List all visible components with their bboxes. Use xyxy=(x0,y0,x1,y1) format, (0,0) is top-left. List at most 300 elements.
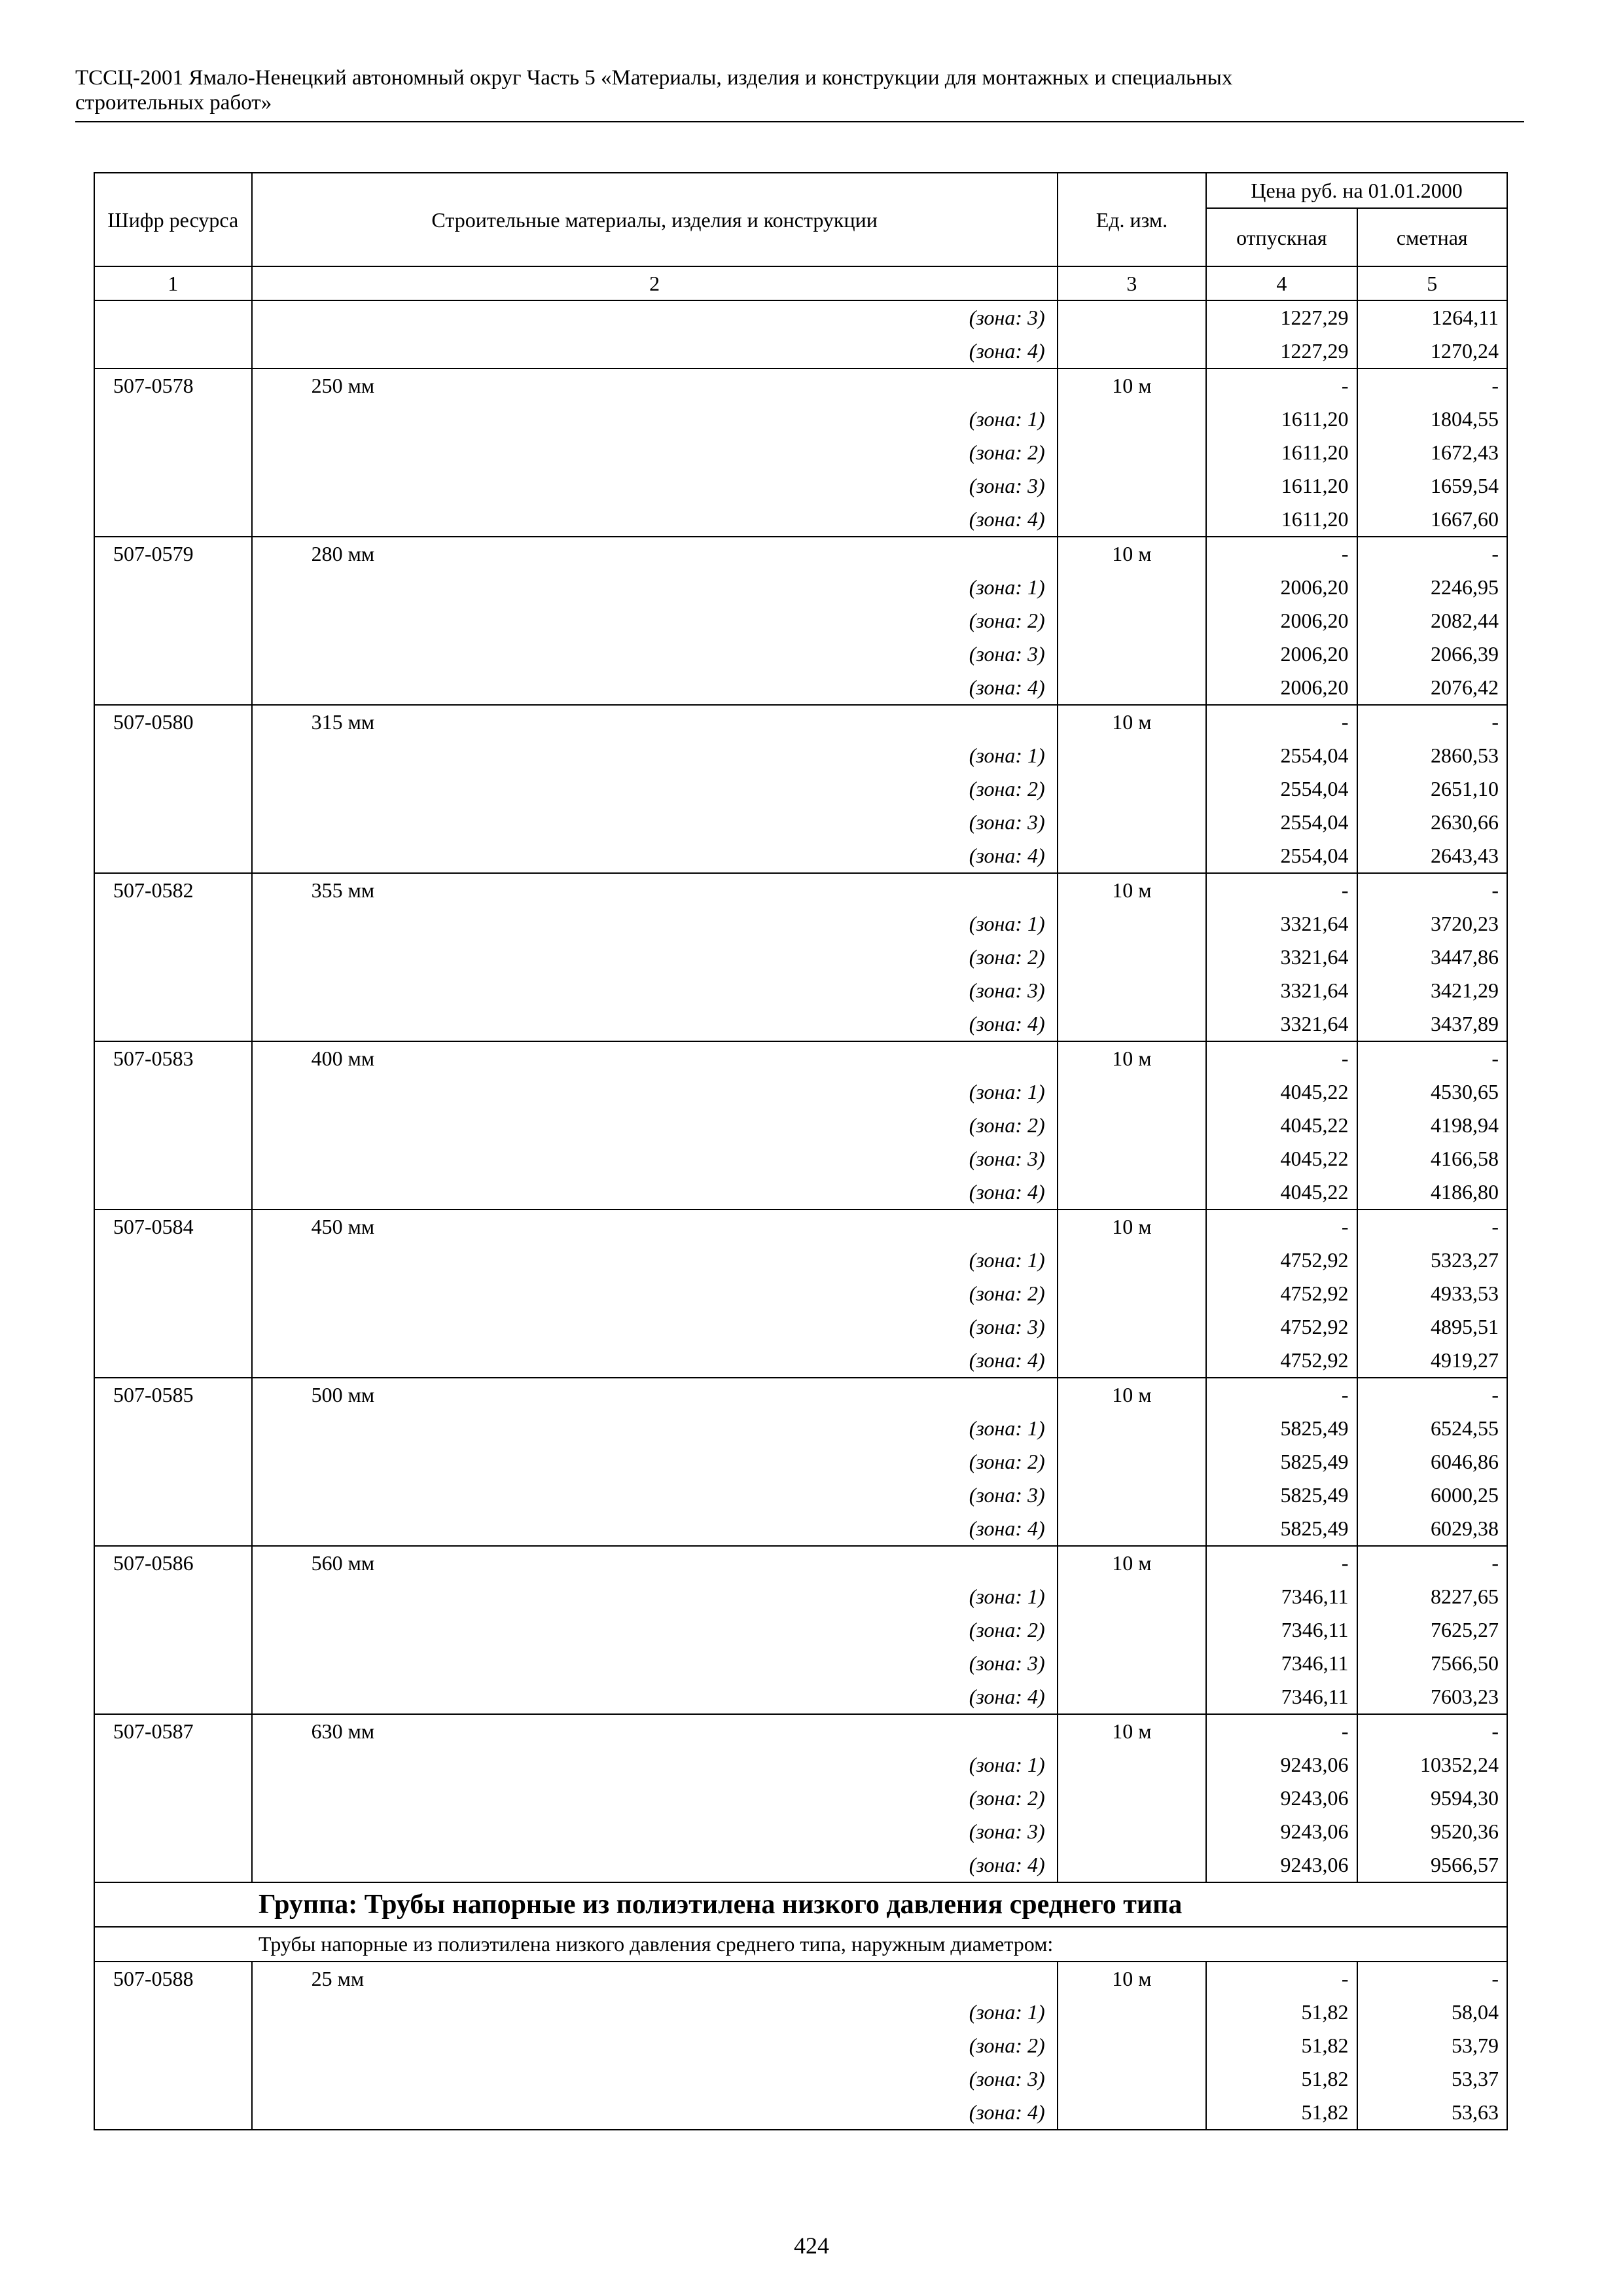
code-cell xyxy=(94,1647,252,1680)
release-price: 5825,49 xyxy=(1206,1479,1357,1512)
release-price: 3321,64 xyxy=(1206,974,1357,1007)
zone-label: (зона: 3) xyxy=(252,300,1058,334)
item-name: 500 мм xyxy=(252,1378,1058,1412)
release-price: 1611,20 xyxy=(1206,469,1357,503)
release-price: 5825,49 xyxy=(1206,1512,1357,1546)
zone-row xyxy=(94,1075,1507,1109)
estimate-price: 2082,44 xyxy=(1357,604,1507,637)
zone-row xyxy=(94,403,1507,436)
zone-label: (зона: 1) xyxy=(252,1580,1058,1613)
code-cell xyxy=(94,637,252,671)
estimate-price: 2643,43 xyxy=(1357,839,1507,873)
unit-cell xyxy=(1058,671,1206,705)
unit-cell xyxy=(1058,1412,1206,1445)
resource-code: 507-0588 xyxy=(94,1962,252,1996)
release-price: 51,82 xyxy=(1206,1996,1357,2029)
col-num-1: 1 xyxy=(94,266,252,300)
zone-row xyxy=(94,2029,1507,2062)
zone-label: (зона: 1) xyxy=(252,907,1058,941)
col-num-2: 2 xyxy=(252,266,1058,300)
release-price: 2554,04 xyxy=(1206,739,1357,772)
code-cell xyxy=(94,403,252,436)
unit-cell xyxy=(1058,1075,1206,1109)
code-cell xyxy=(94,1412,252,1445)
code-cell xyxy=(94,1075,252,1109)
code-cell xyxy=(94,1109,252,1142)
item-row xyxy=(94,873,1507,907)
price-table xyxy=(94,172,1508,2130)
zone-label: (зона: 2) xyxy=(252,2029,1058,2062)
zone-row xyxy=(94,1175,1507,1210)
zone-row xyxy=(94,1445,1507,1479)
estimate-price: 1659,54 xyxy=(1357,469,1507,503)
zone-row xyxy=(94,1277,1507,1310)
estimate-price: 4186,80 xyxy=(1357,1175,1507,1210)
release-price: 7346,11 xyxy=(1206,1680,1357,1714)
item-name: 450 мм xyxy=(252,1210,1058,1244)
zone-row xyxy=(94,1782,1507,1815)
zone-label: (зона: 3) xyxy=(252,2062,1058,2096)
zone-row xyxy=(94,1142,1507,1175)
release-price: 4045,22 xyxy=(1206,1109,1357,1142)
zone-row xyxy=(94,1848,1507,1882)
unit-cell xyxy=(1058,1244,1206,1277)
zone-label: (зона: 2) xyxy=(252,1782,1058,1815)
zone-label: (зона: 4) xyxy=(252,1512,1058,1546)
zone-row xyxy=(94,469,1507,503)
table-header-row-1 xyxy=(94,173,1507,208)
estimate-price: 6000,25 xyxy=(1357,1479,1507,1512)
release-price: 3321,64 xyxy=(1206,941,1357,974)
release-price: 2006,20 xyxy=(1206,571,1357,604)
release-price: 5825,49 xyxy=(1206,1412,1357,1445)
zone-label: (зона: 1) xyxy=(252,571,1058,604)
header-price-label: Цена руб. на 01.01.2000 xyxy=(1251,179,1463,202)
unit-cell xyxy=(1058,907,1206,941)
resource-code: 507-0583 xyxy=(94,1041,252,1075)
estimate-price: - xyxy=(1357,1714,1507,1748)
code-cell xyxy=(94,604,252,637)
item-name: 560 мм xyxy=(252,1546,1058,1580)
code-cell xyxy=(94,1680,252,1714)
unit-cell: 10 м xyxy=(1058,705,1206,739)
estimate-price: 7603,23 xyxy=(1357,1680,1507,1714)
release-price: 2554,04 xyxy=(1206,772,1357,806)
column-number-row xyxy=(94,266,1507,300)
release-price: 2006,20 xyxy=(1206,604,1357,637)
unit-cell xyxy=(1058,2096,1206,2130)
zone-label: (зона: 2) xyxy=(252,941,1058,974)
zone-row xyxy=(94,300,1507,334)
zone-row xyxy=(94,974,1507,1007)
header-code xyxy=(94,173,252,266)
code-cell xyxy=(94,1996,252,2029)
code-cell xyxy=(94,571,252,604)
estimate-price: 9594,30 xyxy=(1357,1782,1507,1815)
unit-cell xyxy=(1058,604,1206,637)
estimate-price: 6524,55 xyxy=(1357,1412,1507,1445)
release-price: - xyxy=(1206,1378,1357,1412)
unit-cell xyxy=(1058,1007,1206,1041)
zone-label: (зона: 3) xyxy=(252,469,1058,503)
code-cell xyxy=(94,1142,252,1175)
unit-cell xyxy=(1058,1109,1206,1142)
estimate-price: 2630,66 xyxy=(1357,806,1507,839)
code-cell xyxy=(94,2062,252,2096)
release-price: 2554,04 xyxy=(1206,839,1357,873)
release-price: 4045,22 xyxy=(1206,1175,1357,1210)
zone-row xyxy=(94,1244,1507,1277)
unit-cell: 10 м xyxy=(1058,1546,1206,1580)
unit-cell: 10 м xyxy=(1058,368,1206,403)
release-price: 4752,92 xyxy=(1206,1244,1357,1277)
code-cell xyxy=(94,806,252,839)
zone-row xyxy=(94,1344,1507,1378)
zone-label: (зона: 3) xyxy=(252,1815,1058,1848)
estimate-price: 53,63 xyxy=(1357,2096,1507,2130)
unit-cell xyxy=(1058,1277,1206,1310)
unit-cell xyxy=(1058,839,1206,873)
estimate-price: 1804,55 xyxy=(1357,403,1507,436)
zone-row xyxy=(94,2096,1507,2130)
unit-cell xyxy=(1058,1344,1206,1378)
estimate-price: 2076,42 xyxy=(1357,671,1507,705)
resource-code: 507-0579 xyxy=(94,537,252,571)
code-cell xyxy=(94,1445,252,1479)
release-price: 51,82 xyxy=(1206,2062,1357,2096)
header-estimate xyxy=(1357,208,1507,266)
release-price: 2554,04 xyxy=(1206,806,1357,839)
estimate-price: 1672,43 xyxy=(1357,436,1507,469)
header-rule xyxy=(75,121,1524,122)
zone-label: (зона: 3) xyxy=(252,1142,1058,1175)
zone-label: (зона: 3) xyxy=(252,806,1058,839)
item-name: 250 мм xyxy=(252,368,1058,403)
item-name: 315 мм xyxy=(252,705,1058,739)
code-cell xyxy=(94,1815,252,1848)
zone-label: (зона: 2) xyxy=(252,1613,1058,1647)
zone-label: (зона: 2) xyxy=(252,1109,1058,1142)
release-price: 1611,20 xyxy=(1206,503,1357,537)
unit-cell xyxy=(1058,772,1206,806)
code-cell xyxy=(94,334,252,368)
zone-row xyxy=(94,637,1507,671)
code-cell xyxy=(94,1613,252,1647)
unit-cell: 10 м xyxy=(1058,1041,1206,1075)
estimate-price: 2066,39 xyxy=(1357,637,1507,671)
estimate-price: - xyxy=(1357,368,1507,403)
code-cell xyxy=(94,1244,252,1277)
zone-row xyxy=(94,604,1507,637)
zone-row xyxy=(94,1748,1507,1782)
resource-code: 507-0580 xyxy=(94,705,252,739)
release-price: - xyxy=(1206,368,1357,403)
release-price: 4045,22 xyxy=(1206,1142,1357,1175)
zone-row xyxy=(94,503,1507,537)
unit-cell xyxy=(1058,1512,1206,1546)
item-row xyxy=(94,1210,1507,1244)
release-price: 1227,29 xyxy=(1206,300,1357,334)
code-cell xyxy=(94,2096,252,2130)
estimate-price: 6029,38 xyxy=(1357,1512,1507,1546)
estimate-price: 3720,23 xyxy=(1357,907,1507,941)
zone-label: (зона: 3) xyxy=(252,1310,1058,1344)
unit-cell xyxy=(1058,1613,1206,1647)
col-num-4: 4 xyxy=(1206,266,1357,300)
unit-cell xyxy=(1058,806,1206,839)
item-name: 25 мм xyxy=(252,1962,1058,1996)
zone-label: (зона: 4) xyxy=(252,839,1058,873)
unit-cell: 10 м xyxy=(1058,1210,1206,1244)
release-price: 3321,64 xyxy=(1206,1007,1357,1041)
release-price: 7346,11 xyxy=(1206,1580,1357,1613)
zone-row xyxy=(94,907,1507,941)
code-cell xyxy=(94,941,252,974)
estimate-price: 4530,65 xyxy=(1357,1075,1507,1109)
release-price: 51,82 xyxy=(1206,2029,1357,2062)
zone-label: (зона: 3) xyxy=(252,1647,1058,1680)
zone-row xyxy=(94,671,1507,705)
col-num-5: 5 xyxy=(1357,266,1507,300)
zone-row xyxy=(94,839,1507,873)
code-cell xyxy=(94,1580,252,1613)
group-subtitle: Трубы напорные из полиэтилена низкого давления среднего типа, наружным диаметром: xyxy=(94,1927,1507,1962)
zone-label: (зона: 2) xyxy=(252,1277,1058,1310)
zone-row xyxy=(94,1109,1507,1142)
header-name xyxy=(252,173,1058,266)
code-cell xyxy=(94,300,252,334)
zone-label: (зона: 2) xyxy=(252,604,1058,637)
zone-label: (зона: 4) xyxy=(252,334,1058,368)
unit-cell xyxy=(1058,300,1206,334)
header-release-label: отпускная xyxy=(1236,225,1327,249)
zone-row xyxy=(94,1412,1507,1445)
code-cell xyxy=(94,436,252,469)
zone-row xyxy=(94,1512,1507,1546)
zone-label: (зона: 3) xyxy=(252,1479,1058,1512)
item-row xyxy=(94,1041,1507,1075)
item-row xyxy=(94,1962,1507,1996)
zone-label: (зона: 4) xyxy=(252,1344,1058,1378)
zone-label: (зона: 1) xyxy=(252,403,1058,436)
code-cell xyxy=(94,1007,252,1041)
zone-row xyxy=(94,1580,1507,1613)
release-price: 4045,22 xyxy=(1206,1075,1357,1109)
zone-label: (зона: 4) xyxy=(252,503,1058,537)
item-row xyxy=(94,1378,1507,1412)
header-name-label: Строительные материалы, изделия и конструкции xyxy=(431,207,878,232)
zone-row xyxy=(94,2062,1507,2096)
header-line-1: ТССЦ-2001 Ямало-Ненецкий автономный округ Часть 5 «Материалы, изделия и конструкции для монтажных и специальных xyxy=(75,66,1233,90)
unit-cell: 10 м xyxy=(1058,1714,1206,1748)
zone-row xyxy=(94,436,1507,469)
estimate-price: 3421,29 xyxy=(1357,974,1507,1007)
release-price: 3321,64 xyxy=(1206,907,1357,941)
release-price: 2006,20 xyxy=(1206,671,1357,705)
release-price: 9243,06 xyxy=(1206,1848,1357,1882)
release-price: 4752,92 xyxy=(1206,1277,1357,1310)
unit-cell xyxy=(1058,1479,1206,1512)
unit-cell xyxy=(1058,1680,1206,1714)
unit-cell xyxy=(1058,974,1206,1007)
unit-cell xyxy=(1058,469,1206,503)
item-row xyxy=(94,1714,1507,1748)
code-cell xyxy=(94,739,252,772)
estimate-price: 5323,27 xyxy=(1357,1244,1507,1277)
release-price: 9243,06 xyxy=(1206,1782,1357,1815)
release-price: 4752,92 xyxy=(1206,1344,1357,1378)
estimate-price: - xyxy=(1357,705,1507,739)
resource-code: 507-0587 xyxy=(94,1714,252,1748)
code-cell xyxy=(94,907,252,941)
release-price: 1611,20 xyxy=(1206,436,1357,469)
header-unit xyxy=(1058,173,1206,266)
zone-label: (зона: 3) xyxy=(252,637,1058,671)
zone-label: (зона: 1) xyxy=(252,1244,1058,1277)
zone-label: (зона: 1) xyxy=(252,1748,1058,1782)
estimate-price: 58,04 xyxy=(1357,1996,1507,2029)
estimate-price: 9520,36 xyxy=(1357,1815,1507,1848)
zone-label: (зона: 4) xyxy=(252,2096,1058,2130)
release-price: 9243,06 xyxy=(1206,1748,1357,1782)
item-row xyxy=(94,705,1507,739)
estimate-price: 4895,51 xyxy=(1357,1310,1507,1344)
unit-cell: 10 м xyxy=(1058,1962,1206,1996)
header-code-label: Шифр ресурса xyxy=(107,207,239,232)
release-price: 51,82 xyxy=(1206,2096,1357,2130)
estimate-price: - xyxy=(1357,1041,1507,1075)
resource-code: 507-0586 xyxy=(94,1546,252,1580)
estimate-price: 8227,65 xyxy=(1357,1580,1507,1613)
estimate-price: 2246,95 xyxy=(1357,571,1507,604)
zone-label: (зона: 4) xyxy=(252,1007,1058,1041)
zone-row xyxy=(94,806,1507,839)
code-cell xyxy=(94,772,252,806)
estimate-price: - xyxy=(1357,1210,1507,1244)
item-name: 280 мм xyxy=(252,537,1058,571)
release-price: - xyxy=(1206,1714,1357,1748)
unit-cell xyxy=(1058,334,1206,368)
release-price: 1611,20 xyxy=(1206,403,1357,436)
zone-label: (зона: 1) xyxy=(252,1412,1058,1445)
unit-cell xyxy=(1058,1142,1206,1175)
col-num-3: 3 xyxy=(1058,266,1206,300)
resource-code: 507-0582 xyxy=(94,873,252,907)
unit-cell xyxy=(1058,1445,1206,1479)
unit-cell xyxy=(1058,1996,1206,2029)
zone-row xyxy=(94,1613,1507,1647)
release-price: 7346,11 xyxy=(1206,1613,1357,1647)
code-cell xyxy=(94,1782,252,1815)
release-price: - xyxy=(1206,1210,1357,1244)
unit-cell xyxy=(1058,1580,1206,1613)
zone-label: (зона: 2) xyxy=(252,772,1058,806)
estimate-price: - xyxy=(1357,1962,1507,1996)
zone-row xyxy=(94,571,1507,604)
zone-label: (зона: 1) xyxy=(252,1075,1058,1109)
estimate-price: 10352,24 xyxy=(1357,1748,1507,1782)
estimate-price: 53,37 xyxy=(1357,2062,1507,2096)
unit-cell xyxy=(1058,1815,1206,1848)
estimate-price: 3437,89 xyxy=(1357,1007,1507,1041)
estimate-price: 2860,53 xyxy=(1357,739,1507,772)
unit-cell xyxy=(1058,1310,1206,1344)
item-row xyxy=(94,368,1507,403)
resource-code: 507-0578 xyxy=(94,368,252,403)
code-cell xyxy=(94,1512,252,1546)
header-price xyxy=(1206,173,1507,208)
zone-label: (зона: 4) xyxy=(252,1680,1058,1714)
estimate-price: 1264,11 xyxy=(1357,300,1507,334)
unit-cell xyxy=(1058,2062,1206,2096)
unit-cell xyxy=(1058,1782,1206,1815)
header-unit-label: Ед. изм. xyxy=(1096,207,1168,232)
zone-label: (зона: 4) xyxy=(252,1848,1058,1882)
estimate-price: 1667,60 xyxy=(1357,503,1507,537)
header-line-2: строительных работ» xyxy=(75,91,272,115)
estimate-price: 3447,86 xyxy=(1357,941,1507,974)
zone-row xyxy=(94,334,1507,368)
code-cell xyxy=(94,1277,252,1310)
estimate-price: 4919,27 xyxy=(1357,1344,1507,1378)
unit-cell xyxy=(1058,403,1206,436)
release-price: - xyxy=(1206,705,1357,739)
release-price: 7346,11 xyxy=(1206,1647,1357,1680)
estimate-price: 2651,10 xyxy=(1357,772,1507,806)
release-price: - xyxy=(1206,537,1357,571)
running-header xyxy=(75,65,1518,115)
zone-label: (зона: 4) xyxy=(252,1175,1058,1210)
estimate-price: 53,79 xyxy=(1357,2029,1507,2062)
estimate-price: 9566,57 xyxy=(1357,1848,1507,1882)
estimate-price: 4166,58 xyxy=(1357,1142,1507,1175)
zone-row xyxy=(94,1680,1507,1714)
unit-cell xyxy=(1058,1848,1206,1882)
code-cell xyxy=(94,1310,252,1344)
zone-row xyxy=(94,941,1507,974)
code-cell xyxy=(94,671,252,705)
header-estimate-label: сметная xyxy=(1396,225,1468,249)
unit-cell xyxy=(1058,941,1206,974)
release-price: 4752,92 xyxy=(1206,1310,1357,1344)
release-price: - xyxy=(1206,1546,1357,1580)
code-cell xyxy=(94,839,252,873)
unit-cell: 10 м xyxy=(1058,537,1206,571)
release-price: 9243,06 xyxy=(1206,1815,1357,1848)
item-name: 355 мм xyxy=(252,873,1058,907)
page-number: 424 xyxy=(794,2233,829,2259)
zone-label: (зона: 1) xyxy=(252,739,1058,772)
zone-row xyxy=(94,1007,1507,1041)
unit-cell xyxy=(1058,2029,1206,2062)
unit-cell xyxy=(1058,571,1206,604)
unit-cell xyxy=(1058,436,1206,469)
unit-cell: 10 м xyxy=(1058,873,1206,907)
group-subtitle-row xyxy=(94,1927,1507,1962)
zone-label: (зона: 1) xyxy=(252,1996,1058,2029)
estimate-price: 7625,27 xyxy=(1357,1613,1507,1647)
item-name: 630 мм xyxy=(252,1714,1058,1748)
zone-row xyxy=(94,1647,1507,1680)
estimate-price: - xyxy=(1357,1546,1507,1580)
zone-label: (зона: 2) xyxy=(252,436,1058,469)
zone-row xyxy=(94,772,1507,806)
unit-cell xyxy=(1058,637,1206,671)
release-price: - xyxy=(1206,873,1357,907)
zone-row xyxy=(94,1479,1507,1512)
release-price: 2006,20 xyxy=(1206,637,1357,671)
zone-row xyxy=(94,739,1507,772)
